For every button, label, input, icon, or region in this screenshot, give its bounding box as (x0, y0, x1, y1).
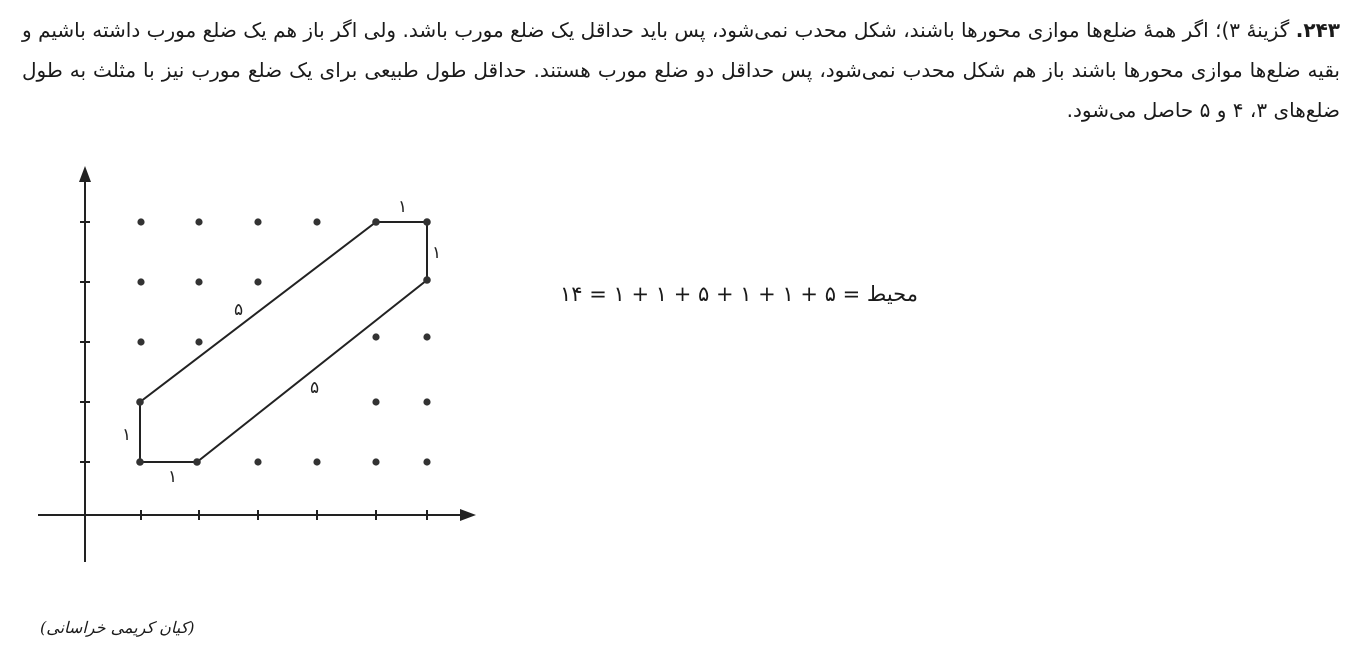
perimeter-formula: محیط = ۵ + ۱ + ۱ + ۵ + ۱ + ۱ = ۱۴ (560, 282, 918, 306)
lattice-dots (137, 218, 430, 465)
solution-paragraph (22, 10, 1340, 130)
label-bottom-side: ۱ (168, 467, 178, 487)
lattice-figure (0, 160, 490, 580)
label-top-side: ۱ (398, 197, 408, 217)
hexagon-shape (140, 222, 427, 462)
label-upper-diagonal: ۵ (234, 300, 244, 320)
label-left-side: ۱ (122, 425, 132, 445)
solution-text: گزینهٔ ۳)؛ اگر همهٔ ضلع‌ها موازی محورها باشند، شکل محدب نمی‌شود، پس باید حداقل یک ضلع مورب باشد. ولی اگر باز هم یک ضلع مورب داشته باشیم و بقیه ضلع‌ها موازی محورها باشند باز هم شکل محدب نمی‌شود، پس حداقل دو ضلع مورب هستند. حداقل طول طبیعی برای یک ضلع مورب نیز با مثلث به طول ضلع‌های ۳، ۴ و ۵ حاصل می‌شود. (22, 18, 1340, 122)
hexagon-vertices (136, 218, 431, 466)
x-axis-arrow (460, 509, 476, 521)
label-lower-diagonal: ۵ (310, 378, 320, 398)
question-number: ۲۴۳. (1295, 18, 1340, 42)
y-axis-arrow (79, 166, 91, 182)
label-right-side: ۱ (432, 243, 442, 263)
author-credit: (کیان کریمی خراسانی) (40, 618, 195, 637)
